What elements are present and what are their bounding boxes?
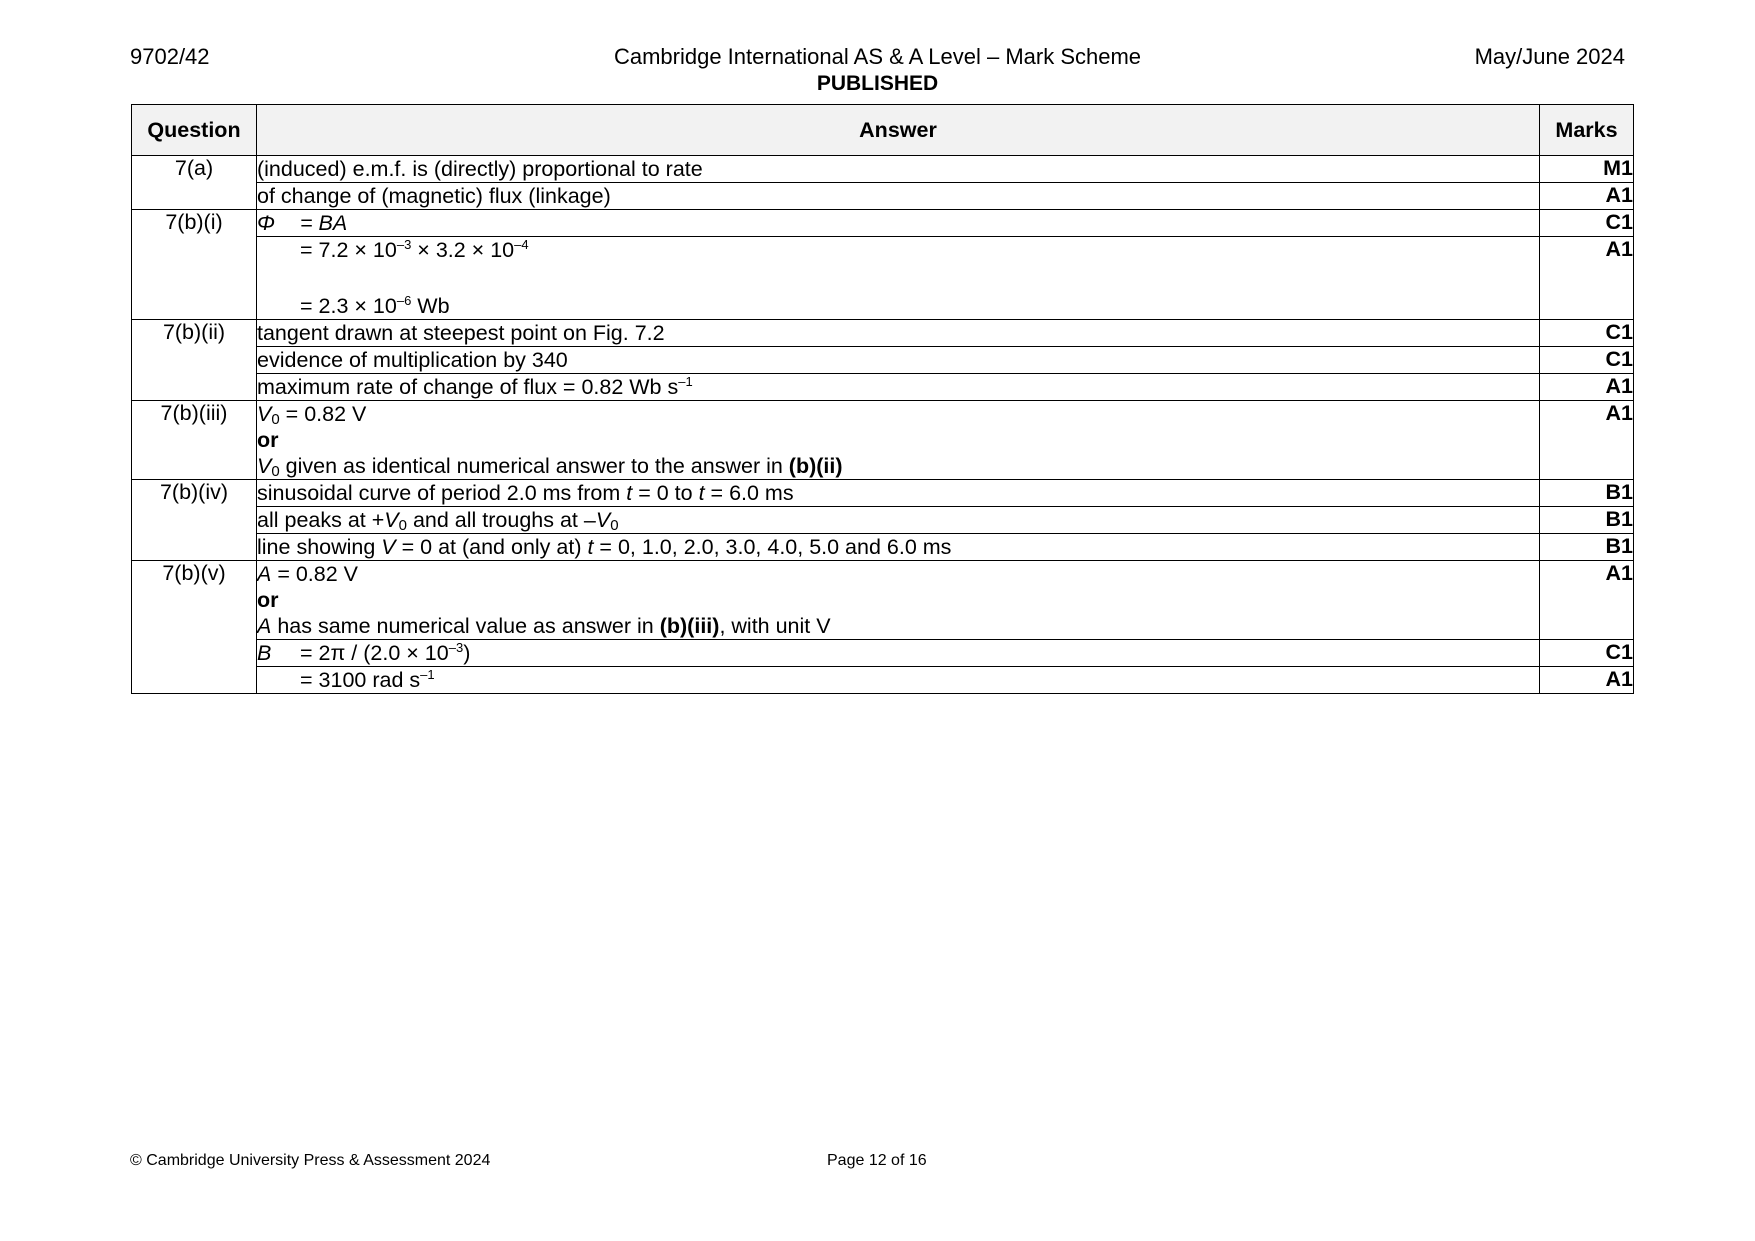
variable: t	[626, 481, 633, 505]
answer-cell	[257, 480, 1540, 507]
variable: V	[384, 508, 399, 532]
table-row	[132, 507, 1634, 534]
result-line	[257, 667, 1539, 693]
answer-line	[257, 561, 1539, 587]
column-header-question: Question	[132, 105, 257, 156]
result-line	[257, 293, 1539, 319]
answer-line	[257, 613, 1539, 639]
mark-cell: C1	[1540, 347, 1634, 374]
page-number: Page 12 of 16	[827, 1152, 927, 1169]
mark-cell: C1	[1540, 210, 1634, 237]
answer-text: = 0.82 V	[271, 562, 359, 586]
answer-text: maximum rate of change of flux = 0.82 Wb s	[257, 375, 679, 399]
mark-cell: A1	[1540, 374, 1634, 401]
mark-cell: B1	[1540, 480, 1634, 507]
answer-text: line showing	[257, 535, 382, 559]
answer-text: = 0 to	[632, 481, 699, 505]
table-row	[132, 183, 1634, 210]
answer-text: = BA	[300, 211, 348, 235]
variable: t	[698, 481, 705, 505]
column-header-answer: Answer	[257, 105, 1540, 156]
answer-text: sinusoidal curve of period 2.0 ms from	[257, 481, 627, 505]
table-header-row	[132, 105, 1634, 156]
answer-text: all peaks at +	[257, 508, 385, 532]
table-row	[132, 210, 1634, 237]
variable: A	[257, 562, 272, 586]
exponent: –1	[420, 667, 435, 682]
answer-cell	[257, 534, 1540, 561]
answer-cell	[257, 507, 1540, 534]
unit: Wb	[411, 294, 450, 318]
variable: B	[257, 641, 272, 665]
answer-line	[257, 453, 1539, 479]
answer-cell	[257, 320, 1540, 347]
table-row	[132, 237, 1634, 320]
mark-scheme-table	[131, 104, 1634, 694]
mark-cell: M1	[1540, 156, 1634, 183]
column-header-marks: Marks	[1540, 105, 1634, 156]
table-row	[132, 561, 1634, 640]
answer-text: )	[463, 641, 471, 665]
mark-cell: A1	[1540, 237, 1634, 320]
table-row	[132, 320, 1634, 347]
exam-session: May/June 2024	[1474, 44, 1625, 69]
answer-text: given as identical numerical answer to the answer in	[279, 454, 789, 478]
table-row	[132, 480, 1634, 507]
answer-text: × 3.2 × 10	[411, 238, 515, 262]
answer-text: , with unit V	[719, 614, 831, 638]
or-label: or	[257, 588, 279, 612]
published-label: PUBLISHED	[816, 72, 939, 95]
mark-cell: A1	[1540, 667, 1634, 694]
part-reference: (b)(ii)	[788, 454, 843, 478]
table-row	[132, 374, 1634, 401]
answer-cell	[257, 347, 1540, 374]
answer-text: = 0, 1.0, 2.0, 3.0, 4.0, 5.0 and 6.0 ms	[593, 535, 952, 559]
answer-text: = 2.3 × 10	[300, 294, 397, 318]
answer-cell	[257, 156, 1540, 183]
table-row	[132, 667, 1634, 694]
exponent: –6	[396, 293, 412, 308]
exponent: –3	[396, 237, 412, 252]
answer-text: (induced) e.m.f. is (directly) proportional to rate	[257, 157, 703, 181]
subscript: 0	[271, 411, 280, 428]
mark-cell: C1	[1540, 320, 1634, 347]
subscript: 0	[610, 517, 619, 534]
flux-symbol: Φ	[257, 211, 275, 235]
variable: V	[381, 535, 396, 559]
table-row	[132, 534, 1634, 561]
question-number: 7(b)(ii)	[132, 320, 257, 401]
paper-code: 9702/42	[130, 44, 210, 69]
exponent: –4	[514, 237, 529, 252]
answer-text: = 3100 rad s	[300, 668, 421, 692]
table-row	[132, 156, 1634, 183]
answer-text: = 0.82 V	[279, 402, 367, 426]
table-row	[132, 640, 1634, 667]
answer-cell	[257, 561, 1540, 640]
variable: V	[595, 508, 611, 532]
mark-cell: A1	[1540, 561, 1634, 640]
answer-text: = 7.2 × 10	[300, 238, 397, 262]
answer-cell	[257, 667, 1540, 694]
answer-text: evidence of multiplication by 340	[257, 348, 568, 372]
subscript: 0	[398, 517, 407, 534]
answer-cell	[257, 210, 1540, 237]
exponent: –3	[448, 640, 464, 655]
variable: V	[257, 454, 272, 478]
answer-text: = 6.0 ms	[704, 481, 794, 505]
question-number: 7(a)	[132, 156, 257, 210]
table-row	[132, 347, 1634, 374]
answer-text: = 0 at (and only at)	[395, 535, 588, 559]
copyright-notice: © Cambridge University Press & Assessment 2024	[130, 1152, 491, 1169]
variable: t	[587, 535, 594, 559]
mark-cell: C1	[1540, 640, 1634, 667]
answer-cell	[257, 401, 1540, 480]
answer-cell	[257, 640, 1540, 667]
question-number: 7(b)(v)	[132, 561, 257, 694]
calculation-line	[257, 237, 1539, 263]
answer-text: has same numerical value as answer in	[271, 614, 660, 638]
mark-cell: B1	[1540, 507, 1634, 534]
or-label: or	[257, 428, 279, 452]
mark-cell: A1	[1540, 183, 1634, 210]
answer-text: = 2π / (2.0 × 10	[300, 641, 449, 665]
question-number: 7(b)(iii)	[132, 401, 257, 480]
answer-cell	[257, 374, 1540, 401]
answer-cell	[257, 237, 1540, 320]
variable: A	[257, 614, 272, 638]
answer-text: and all troughs at –	[406, 508, 596, 532]
variable: V	[257, 402, 272, 426]
question-number: 7(b)(i)	[132, 210, 257, 320]
question-number: 7(b)(iv)	[132, 480, 257, 561]
subscript: 0	[271, 463, 280, 480]
exponent: –1	[678, 374, 693, 389]
mark-cell: B1	[1540, 534, 1634, 561]
part-reference: (b)(iii)	[659, 614, 720, 638]
answer-text: of change of (magnetic) flux (linkage)	[257, 184, 611, 208]
answer-line	[257, 401, 1539, 427]
table-row	[132, 401, 1634, 480]
answer-text: tangent drawn at steepest point on Fig. 7.2	[257, 321, 665, 345]
document-title: Cambridge International AS & A Level – Mark Scheme	[613, 44, 1142, 69]
answer-cell	[257, 183, 1540, 210]
mark-cell: A1	[1540, 401, 1634, 480]
